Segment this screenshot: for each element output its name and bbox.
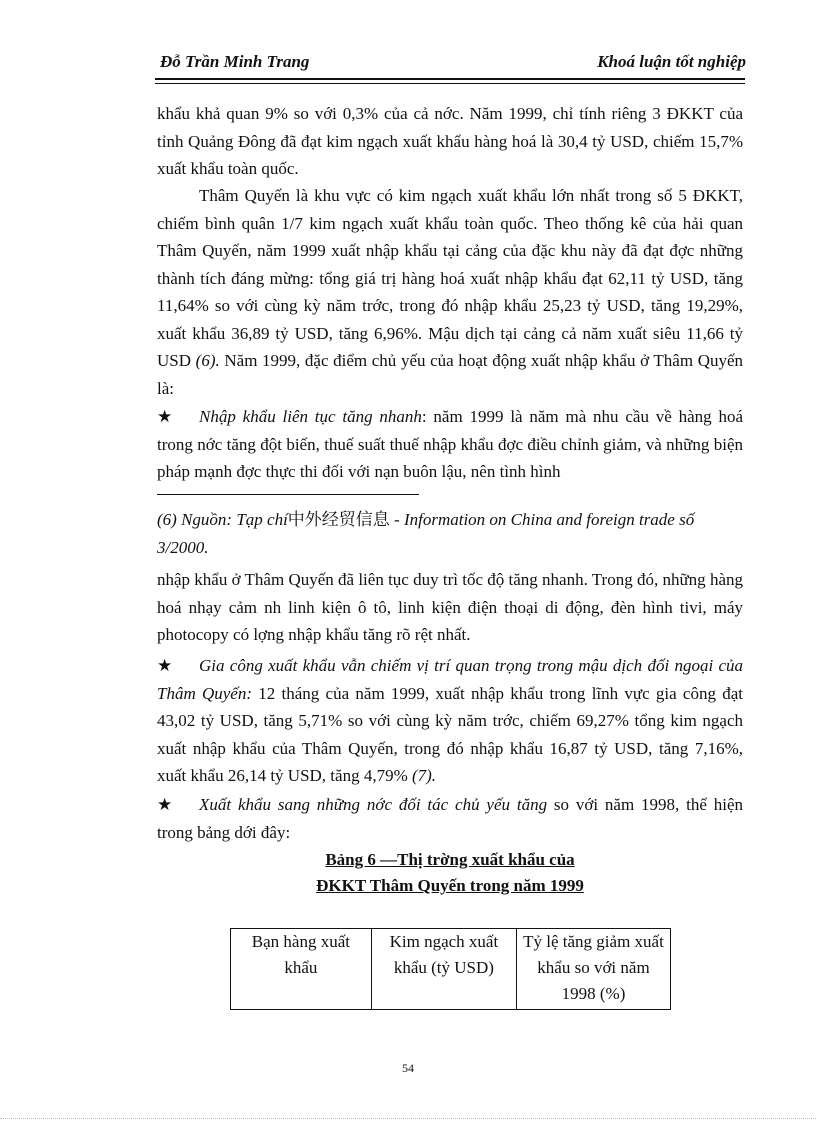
paragraph-2-end: Năm 1999, đặc điểm chủ yếu của hoạt động xuất nhập khẩu ở Thâm Quyến là: [157,351,744,398]
table-header-row [231,929,671,1010]
header-rule-thin [155,83,745,84]
bullet-1-title: Nhập khẩu liên tục tăng nhanh [199,407,422,426]
export-market-table [230,928,671,1010]
paragraph-2-text: Thâm Quyến là khu vực có kim ngạch xuất khẩu lớn nhất trong số 5 ĐKKT, chiếm bình quân 1/7 kim ngạch xuất khẩu toàn quốc. Theo thống kê của hải quan Thâm Quyến, năm 1999 xuất nhập khẩu tại cảng của đặc khu này đã đạt đợc những thành tích đáng mừng: tổng giá trị hàng hoá xuất nhập khẩu đạt 62,11 tỷ USD, tăng 11,64% so với cùng kỳ năm trớc, trong đó nhập khẩu 25,23 tỷ USD, tăng 19,29%, xuất khẩu 36,89 tỷ USD, tăng 6,96%. Mậu dịch tại cảng cả năm xuất siêu 11,66 tỷ USD [157,186,743,370]
paragraph-2-ref: (6). [195,351,220,370]
bullet-2 [157,652,743,790]
table-header-partner: Bạn hàng xuất khẩu [231,929,372,1010]
bullet-2-title: Gia công xuất khẩu vẫn chiếm vị trí quan trọng trong mậu dịch đối ngoại của Thâm Quyến: [157,656,743,703]
header-author: Đỗ Trần Minh Trang [160,52,310,71]
bullet-3-text: so với năm 1998, thể hiện trong bảng dới đây: [157,795,744,842]
footnote-text-b: - Information on China and foreign trade số 3/2000. [157,510,695,557]
table-header-growth: Tỷ lệ tăng giảm xuất khẩu so với năm 1998 (%) [516,929,670,1010]
footnote-text-a: (6) Nguồn: Tạp chí [157,510,288,529]
paragraph-2 [157,182,743,402]
page-bottom-border [0,1118,816,1119]
bullet-1-text: : năm 1999 là năm mà nhu cầu về hàng hoá trong nớc tăng đột biến, thuế suất thuế nhập khẩu đợc điều chỉnh giảm, và những biện pháp mạnh đợc thực thi đối với nạn buôn lậu, nên tình hình [157,407,743,481]
table-header-turnover: Kim ngạch xuất khẩu (tỷ USD) [371,929,516,1010]
bullet-3-title: Xuất khẩu sang những nớc đối tác chủ yếu tăng [199,795,548,814]
star-icon: ★ [157,656,173,675]
header-title: Khoá luận tốt nghiệp [597,52,746,71]
star-icon: ★ [157,795,173,814]
table-caption-line1: Bảng 6 —Thị trờng xuất khẩu của [325,850,575,869]
page-number: 54 [402,1061,414,1075]
footnote-chinese: 中外经贸信息 [287,510,390,530]
bullet-2-ref: (7). [411,766,437,785]
footnote [157,506,743,562]
paragraph-1: khẩu khả quan 9% so với 0,3% của cả nớc. Năm 1999, chỉ tính riêng 3 ĐKKT của tỉnh Quảng Đông đã đạt kim ngạch xuất khẩu hàng hoá là 30,4 tỷ USD, chiếm 15,7% xuất khẩu toàn quốc. [157,104,743,178]
bullet-2-text: 12 tháng của năm 1999, xuất nhập khẩu trong lĩnh vực gia công đạt 43,02 tỷ USD, tăng 5,71% so với cùng kỳ năm trớc, chiếm 69,27% tổng kim ngạch xuất nhập khẩu của Thâm Quyến, trong đó nhập khẩu 16,87 tỷ USD, tăng 7,16%, xuất khẩu 26,14 tỷ USD, tăng 4,79% [157,683,743,785]
bullet-3 [157,791,743,846]
bullet-1 [157,403,743,486]
star-icon: ★ [157,407,173,426]
table-caption-line2: ĐKKT Thâm Quyến trong năm 1999 [316,876,584,895]
header-rule-thick [155,78,745,80]
paragraph-3: nhập khẩu ở Thâm Quyến đã liên tục duy trì tốc độ tăng nhanh. Trong đó, những hàng hoá nhạy cảm nh linh kiện ô tô, linh kiện điện thoại di động, đèn hình tivi, máy photocopy có lợng nhập khẩu tăng rõ rệt nhất. [157,570,743,644]
footnote-rule [157,494,419,495]
